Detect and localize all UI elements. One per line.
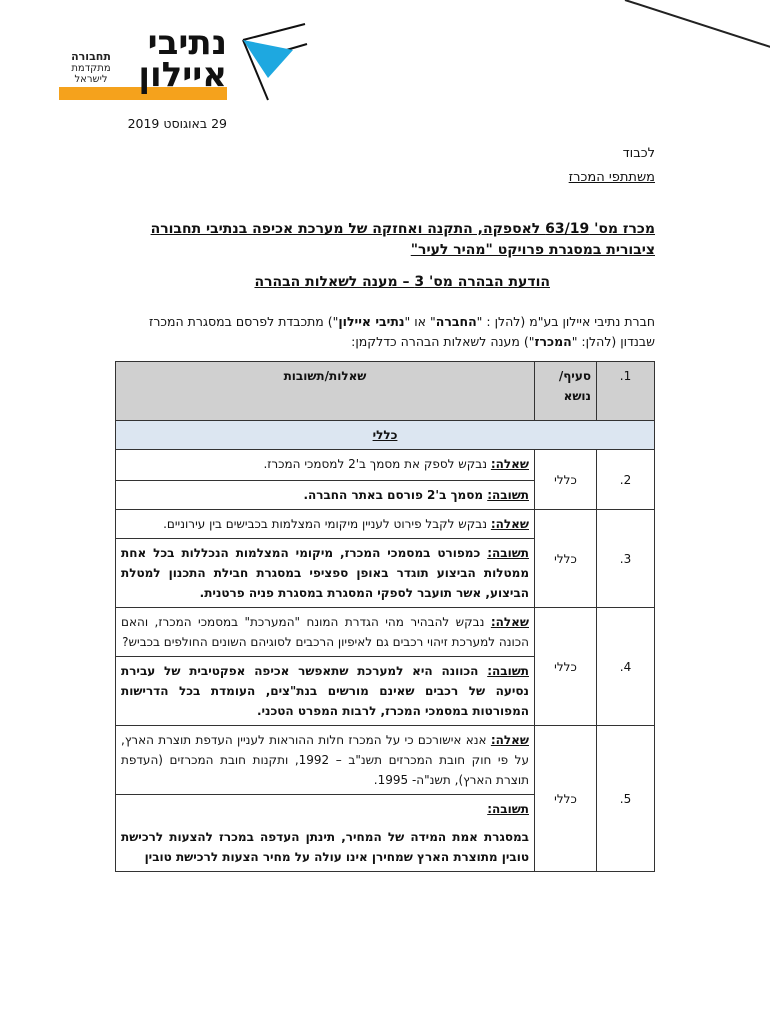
logo-name-line1: נתיבי xyxy=(147,23,227,63)
letter-date: 29 באוגוסט 2019 xyxy=(127,116,227,131)
table-row xyxy=(116,608,655,657)
row-topic: כללי xyxy=(535,608,597,726)
row-number: 3. xyxy=(597,510,655,608)
answer-cell: תשובה: מסמך ב'2 פורסם באתר החברה. xyxy=(116,481,535,510)
question-text: אנא אישורכם כי על המכרז חלות ההוראות לעניין העדפת תוצרת הארץ, על פי חוק חובת המכרזים תשנ"ב – 1992, ותקנות חובת המכרזים (העדפת תוצרת הארץ), תשנ"ה- 1995. xyxy=(121,733,530,787)
section-label: כללי xyxy=(116,421,655,450)
answer-cell: תשובה: הכוונה היא למערכת שתאפשר אכיפה אפקטיבית של עבירת נסיעה של רכבים שאינם מורשים בנת"צים, העומדת בכל הדרישות המפורטות במסמכי המכרז, לרבות המפרט הטכני. xyxy=(116,657,535,726)
table-row xyxy=(116,450,655,481)
section-row-general xyxy=(116,421,655,450)
table-row xyxy=(116,510,655,539)
logo-name-line2: איילון xyxy=(138,55,227,95)
intro-term-company: החברה xyxy=(435,314,477,329)
question-cell: שאלה: אנא אישורכם כי על המכרז חלות ההוראות לעניין העדפת תוצרת הארץ, על פי חוק חובת המכרזים תשנ"ב – 1992, ותקנות חובת המכרזים (העדפת תוצרת הארץ), תשנ"ה- 1995. xyxy=(116,726,535,795)
qa-table xyxy=(115,361,655,872)
row-number: 2. xyxy=(597,450,655,510)
tender-title: מכרז מס' 63/19 לאספקה, התקנה ואחזקה של מערכת אכיפה בנתיבי תחבורה ציבורית במסגרת פרויקט "מהיר לעיר" xyxy=(150,221,655,258)
corner-decoration-line xyxy=(620,0,770,60)
table-header-row xyxy=(116,362,655,421)
row-number: 5. xyxy=(597,726,655,872)
question-cell: שאלה: נבקש להבהיר מהי הגדרת המונח "המערכת" במסמכי המכרז, והאם הכונה למערכת זיהוי רכבים גם לאיפיון הרכבים לסוגיהם השונים החולפים בכביש? xyxy=(116,608,535,657)
header-num: 1. xyxy=(597,362,655,421)
logo-tagline-2: מתקדמת xyxy=(71,63,111,74)
answer-text: מסמך ב'2 פורסם באתר החברה. xyxy=(303,488,488,502)
row-topic: כללי xyxy=(535,510,597,608)
answer-text: כמפורט במסמכי המכרז, מיקומי המצלמות הנכללות בכל אחת ממטלות הביצוע תוגדר באופן ספציפי במסגרת חבילת התכנון למטלת הביצוע, אשר תועבר לספקי המסגרת במסגרת פניה פרטנית. xyxy=(121,546,529,600)
answer-text: הכוונה היא למערכת שתאפשר אכיפה אפקטיבית של עבירת נסיעה של רכבים שאינם מורשים בנת"צים, העומדת בכל הדרישות המפורטות במסמכי המכרז, לרבות המפרט הטכני. xyxy=(121,664,529,718)
intro-paragraph: חברת נתיבי איילון בע"מ (להלן : "החברה" או "נתיבי איילון") מתכבדת לפרסם במסגרת המכרז שבנדון (להלן: "המכרז") מענה לשאלות הבהרה כדלקמן: xyxy=(149,314,655,349)
answer-cell: תשובה: במסגרת אמת המידה של המחיר, תינתן העדפה במכרז להצעות לרכישת טובין מתוצרת הארץ שמחירן אינו עולה על מחיר הצעות לרכישת טובין xyxy=(116,795,535,872)
row-number: 4. xyxy=(597,608,655,726)
table-row xyxy=(116,726,655,795)
recipients: משתתפי המכרז xyxy=(568,170,655,185)
row-topic: כללי xyxy=(535,726,597,872)
salutation: לכבוד xyxy=(622,146,655,161)
question-text: נבקש לספק את מסמך ב'2 למסמכי המכרז. xyxy=(263,457,491,471)
question-text: נבקש להבהיר מהי הגדרת המונח "המערכת" במסמכי המכרז, והאם הכונה למערכת זיהוי רכבים גם לאיפיון הרכבים לסוגיהם השונים החולפים בכביש? xyxy=(121,615,529,649)
clarification-subtitle: הודעת הבהרה מס' 3 – מענה לשאלות הבהרה xyxy=(254,274,550,290)
row-topic: כללי xyxy=(535,450,597,510)
header-section: סעיף/ נושא xyxy=(535,362,597,421)
logo-triangle-icon xyxy=(243,24,307,100)
logo-tagline-3: לישראל xyxy=(74,74,108,85)
company-logo xyxy=(55,18,310,108)
intro-term-tender: המכרז xyxy=(534,334,572,349)
logo-tagline-1: תחבורה xyxy=(71,50,111,63)
question-text: נבקש לקבל פירוט לעניין מיקומי המצלמות בכבישים בין עירוניים. xyxy=(163,517,491,531)
answer-text: במסגרת אמת המידה של המחיר, תינתן העדפה במכרז להצעות לרכישת טובין מתוצרת הארץ שמחירן אינו עולה על מחיר הצעות לרכישת טובין xyxy=(121,830,529,864)
question-cell: שאלה: נבקש לקבל פירוט לעניין מיקומי המצלמות בכבישים בין עירוניים. xyxy=(116,510,535,539)
intro-term-ayalon: נתיבי איילון xyxy=(338,314,405,329)
answer-cell: תשובה: כמפורט במסמכי המכרז, מיקומי המצלמות הנכללות בכל אחת ממטלות הביצוע תוגדר באופן ספציפי במסגרת חבילת התכנון למטלת הביצוע, אשר תועבר לספקי המסגרת במסגרת פניה פרטנית. xyxy=(116,539,535,608)
question-cell: שאלה: נבקש לספק את מסמך ב'2 למסמכי המכרז. xyxy=(116,450,535,481)
header-qa: שאלות/תשובות xyxy=(116,362,535,421)
